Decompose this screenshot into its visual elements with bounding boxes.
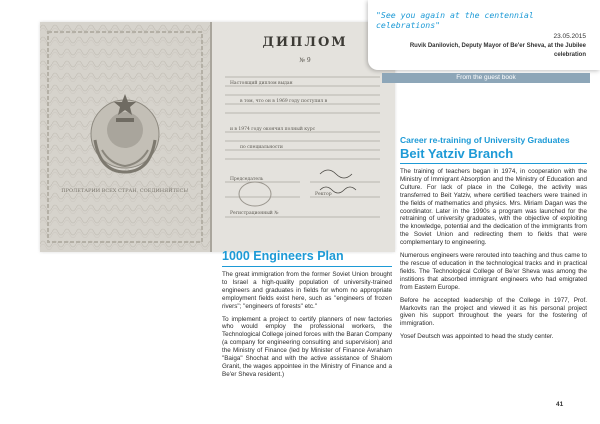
paragraph: Yosef Deutsch was appointed to head the study center.: [400, 333, 554, 341]
svg-text:и в 1974 году окончил полный к: и в 1974 году окончил полный курс: [230, 127, 316, 132]
svg-text:Настоящий диплом выдан: Настоящий диплом выдан: [230, 81, 293, 86]
svg-text:в том, что он в 1969 году пост: в том, что он в 1969 году поступил в: [240, 99, 328, 104]
paragraph: Before he accepted leadership of the College in 1977, Prof. Markovits ran the project and viewed it as his personal project given his support throughout the years for the fostering of immigration.: [400, 296, 587, 328]
quote-date: 23.05.2015: [553, 33, 586, 40]
paragraph: The training of teachers began in 1974, in cooperation with the Ministry of Immigrant Absorption and the Ministry of Education and Culture. For lack of place in the College, the activity was transferred to Beit Yatziv, where certified teachers were trained in the fields of mathematics and physics. Mrs. Miriam Dagan was the coordinator. Later in the 1990s a program was launched for the retraining of university graduates, with the objective of exploiting the knowledge, potential and the dedication of the immigrants from the Soviet Union and redirecting them to fields that were complementary to engineering.: [400, 168, 587, 247]
section-title: Beit Yatziv Branch: [400, 146, 514, 161]
svg-text:по специальности: по специальности: [240, 145, 283, 150]
paragraph: To implement a project to certify planners of new factories who would employ the professional workers, the Technological College joined forces with the Baran Company (a company for engineering consulting and supervision) and the Ministry of Finance (led by Minister of Finance Avraham "Baiga" Shochat and with the active assistance of Shalom Granit, the wages appointee in the Ministry of Finance and a Be'er Sheva resident.): [222, 315, 392, 378]
beit-yatziv-section: [400, 135, 587, 346]
diploma-photo: [40, 22, 395, 252]
title-divider: [400, 163, 587, 164]
svg-text:Председатель: Председатель: [230, 177, 264, 182]
svg-text:Регистрационный №: Регистрационный №: [230, 211, 279, 216]
quote-text: "See you again at the centennial celebrations": [376, 10, 534, 30]
page-number: 41: [556, 401, 564, 408]
paragraph: The great immigration from the former Soviet Union brought to Israel a high-quality population of university-trained engineers and graduates in fields for whom no appropriate employment fields exist here, such as "engineers of frozen rivers"; "engineers of forests" etc.": [222, 271, 392, 310]
section-title: 1000 Engineers Plan: [222, 249, 344, 263]
diploma-heading: ДИПЛОМ: [262, 35, 348, 50]
guest-book-label: From the guest book: [382, 73, 590, 83]
paragraph: Numerous engineers were rerouted into teaching and thus came to the rescue of education in the technological tracks and in practical fields. The Technological College of Be'er Sheva was among the institions that absorbed immigrant engineers who had emigrated from Eastern Europe.: [400, 252, 587, 291]
section-kicker: Career re-training of University Graduates: [400, 135, 570, 145]
quote-author: Ruvik Danilovich, Deputy Mayor of Be'er Sheva, at the Jubilee celebration: [409, 43, 586, 58]
title-divider: [222, 266, 392, 267]
engineers-plan-section: [222, 249, 392, 384]
svg-text:ПРОЛЕТАРИИ ВСЕХ СТРАН, СОЕДИНЯ: ПРОЛЕТАРИИ ВСЕХ СТРАН, СОЕДИНЯЙТЕСЬ!: [61, 188, 189, 194]
diploma-number: № 9: [299, 57, 311, 64]
svg-text:Ректор: Ректор: [315, 192, 332, 197]
